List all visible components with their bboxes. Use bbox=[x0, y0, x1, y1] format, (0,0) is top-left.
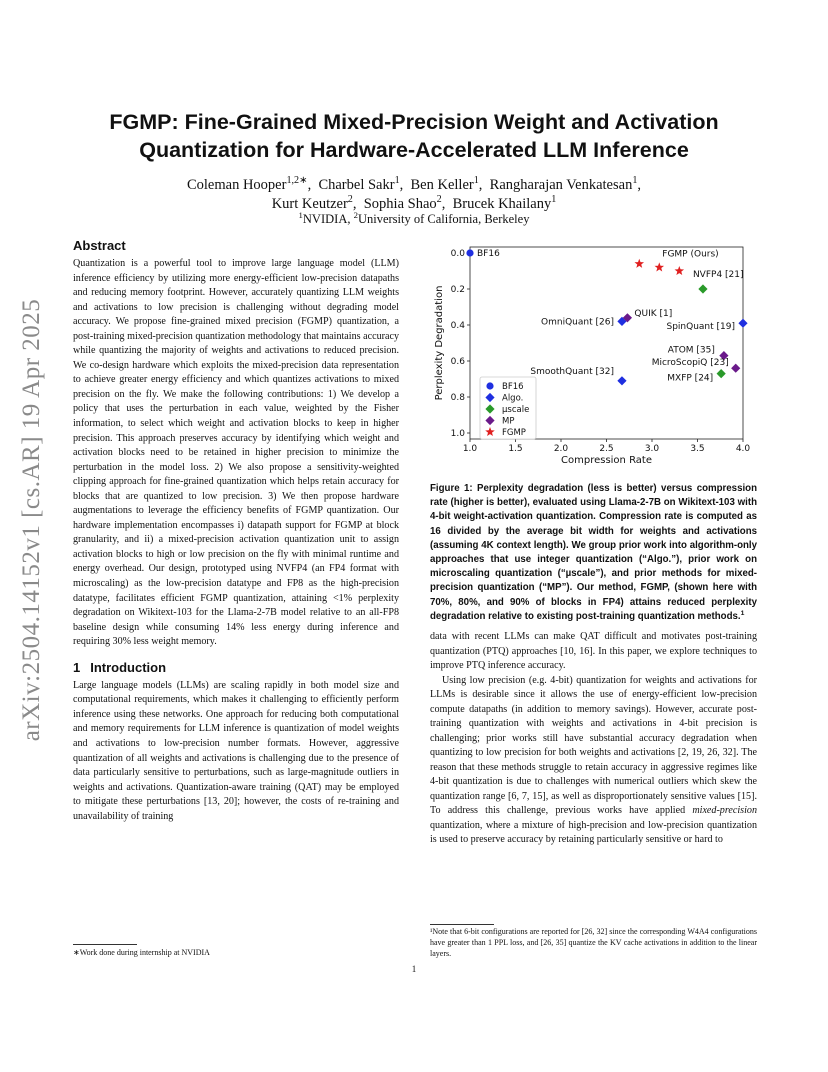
footnote-divider bbox=[73, 944, 137, 945]
affiliations bbox=[74, 209, 754, 227]
author-name: Ben Keller bbox=[410, 177, 474, 193]
author-line-2: Kurt Keutzer$^2$, Sophia Shao$^2$, Brucek Khailany$^1$ bbox=[271, 194, 557, 212]
author-name: Kurt Keutzer bbox=[271, 196, 348, 212]
author-name: Brucek Khailany bbox=[452, 196, 552, 212]
author-affiliation-mark: 1 bbox=[394, 175, 400, 187]
data-label: MicroScopiQ [23] bbox=[651, 358, 729, 369]
data-point-fgmp bbox=[675, 266, 685, 275]
paragraph-text: Using low precision (e.g. 4-bit) quantization for weights and activations for LLMs is desirable since it allows the use of energy-efficient low-precision compute datapaths (in addition to memory savings). However, accurate post-training quantization with weights and activations in 4-bit precision is challenging; prior works still have substantial accuracy degradation when quantizing to low precision for both weights and activations [2, 19, 26, 32]. The reason that these methods struggle to retain accuracy in aggressive regimes like 4-bit quantization is due to challenges with numerical outliers which skew the quantization range [6, 7, 15], as well as disproportionately sensitive values [15]. To address this challenge, previous works have applied bbox=[430, 674, 757, 817]
y-axis-label: Perplexity Degradation bbox=[434, 285, 445, 401]
data-point--scale bbox=[698, 284, 707, 293]
author-name: Sophia Shao bbox=[363, 196, 437, 212]
legend-entry: Algo. bbox=[502, 393, 524, 404]
page-number: 1 bbox=[411, 964, 417, 974]
y-tick-label: 0.4 bbox=[450, 321, 465, 331]
paragraph bbox=[430, 674, 757, 848]
legend-entry: µscale bbox=[502, 405, 530, 415]
x-tick-label: 1.5 bbox=[508, 444, 523, 454]
figure-1-chart bbox=[430, 243, 758, 473]
paper-title bbox=[74, 108, 754, 164]
data-point-fgmp bbox=[655, 262, 665, 271]
data-label: BF16 bbox=[477, 249, 500, 259]
introduction-text: Large language models (LLMs) are scaling rapidly in both model size and computational requirements, which makes it challenging to efficiently perform inference using these networks. One approach for reducing both computational and memory requirements for LLM inference is quantization of model weights and activations to low-precision number formats. However, aggressive quantization of all weights and activations is challenging due to the presence of data particularly sensitive to perturbations, such as large-magnitude outliers in weights and activations. Quantization-aware training (QAT) may be employed to mitigate these perturbations [13, 20]; however, the costs of re-training and unavailability of training bbox=[73, 679, 399, 822]
paper-title-line-2: Quantization for Hardware-Accelerated LLM Inference bbox=[139, 138, 689, 162]
data-point-algo- bbox=[617, 376, 626, 385]
author-affiliation-mark: 2 bbox=[436, 194, 442, 206]
legend-marker bbox=[486, 382, 493, 389]
affiliation-nvidia: NVIDIA, bbox=[302, 212, 354, 226]
x-tick-label: 1.0 bbox=[462, 444, 478, 454]
author-line-1: Coleman Hooper$^{1,2∗}$, Charbel Sakr$^1$, Ben Keller$^1$, Rangharajan Venkatesan$^1$, bbox=[186, 175, 642, 193]
author-affiliation-mark: 1 bbox=[632, 175, 638, 187]
legend-entry: FGMP bbox=[502, 428, 526, 438]
abstract-heading: Abstract bbox=[73, 238, 126, 253]
x-tick-label: 2.0 bbox=[553, 444, 569, 454]
author-name: Coleman Hooper bbox=[186, 177, 287, 193]
figure-caption-text: Figure 1: Perplexity degradation (less is better) versus compression rate (higher is better), evaluated using Llama-2-7B on Wikitext-103 with 4-bit weight-activation quantization. Compression rate is computed as 16 divided by the average bit width for weights and activations (assuming 4K context length). We group prior work into algorithm-only approaches that use integer quantization (“Algo.”), prior work on microscaling quantization (“µscale”), and prior methods for mixed-precision quantization (“MP”). Our method, FGMP, (shown here with 70%, 80%, and 90% of blocks in FP4) attains reduced perplexity degradation relative to existing post-training quantization methods. bbox=[430, 483, 757, 622]
right-column bbox=[430, 482, 757, 848]
author-affiliation-mark: 2 bbox=[347, 194, 353, 206]
abstract-section bbox=[73, 238, 399, 650]
author-affiliation-mark: 1 bbox=[551, 194, 557, 206]
data-label: ATOM [35] bbox=[667, 345, 715, 356]
author-list bbox=[74, 176, 754, 214]
scatter-chart bbox=[430, 243, 758, 473]
data-point--scale bbox=[717, 369, 726, 378]
introduction-heading bbox=[73, 660, 399, 675]
footnote-mark: 1 bbox=[740, 609, 745, 617]
figure-1-caption bbox=[430, 482, 757, 624]
y-tick-label: 0.2 bbox=[450, 285, 465, 295]
legend-entry: BF16 bbox=[502, 382, 524, 392]
left-column bbox=[73, 238, 399, 824]
data-label: MXFP [24] bbox=[667, 373, 714, 384]
arxiv-identifier bbox=[12, 300, 52, 740]
x-axis-label: Compression Rate bbox=[561, 455, 652, 466]
y-tick-label: 0.8 bbox=[450, 393, 465, 403]
data-point-algo- bbox=[738, 319, 747, 328]
author-name: Rangharajan Venkatesan bbox=[489, 177, 633, 193]
author-affiliation-mark: 1,2∗ bbox=[286, 175, 308, 187]
y-tick-label: 0.0 bbox=[450, 249, 465, 259]
data-label: OmniQuant [26] bbox=[541, 317, 614, 328]
affiliation-berkeley: University of California, Berkeley bbox=[357, 212, 530, 226]
author-affiliation-mark: 1 bbox=[473, 175, 479, 187]
paragraph-text: quantization, where a mixture of high-precision and low-precision quantization is used to preserve accuracy by retaining particularly sensitive or hard to bbox=[430, 819, 757, 846]
affiliation-mark: 2 bbox=[353, 209, 358, 220]
affiliation-mark: 1 bbox=[298, 209, 303, 220]
x-tick-label: 3.5 bbox=[690, 444, 705, 454]
y-tick-label: 0.6 bbox=[450, 357, 465, 367]
x-tick-label: 4.0 bbox=[735, 444, 751, 454]
data-label: FGMP (Ours) bbox=[662, 249, 719, 260]
emphasis: mixed-precision bbox=[692, 805, 757, 817]
author-name: Charbel Sakr bbox=[318, 177, 395, 193]
data-label: SmoothQuant [32] bbox=[530, 366, 614, 377]
legend-entry: MP bbox=[502, 416, 515, 427]
x-tick-label: 2.5 bbox=[599, 444, 614, 454]
data-point-bf16 bbox=[466, 249, 473, 256]
data-point-mp bbox=[731, 364, 740, 373]
x-tick-label: 3.0 bbox=[644, 444, 660, 454]
paragraph: data with recent LLMs can make QAT difficult and motivates post-training quantization (PTQ) approaches [10, 16]. In this paper, we explore techniques to improve PTQ inference accuracy. bbox=[430, 631, 757, 672]
body-text-right bbox=[430, 630, 757, 848]
section-number: 1 bbox=[73, 659, 81, 675]
abstract-text: Quantization is a powerful tool to improve large language model (LLM) inference efficiency by utilizing more energy-efficient low-precision datapaths and reducing memory footprint. However, accurately quantizing LLM weights and activations to low precision is challenging without degrading model accuracy. We propose fine-grained mixed precision (FGMP) quantization, a post-training mixed-precision quantization methodology that maintains accuracy while quantizing the majority of weights and activations to reduced precision. We co-design hardware which exploits the mixed-precision data representation to achieve greater energy efficiency and which quantizes activations to mixed precision on the fly. We make the following contributions: 1) We develop a policy that uses the perturbation in each value, weighted by the Fisher information, to select which weight and activation blocks to keep in higher precision. This approach preserves accuracy by identifying which weight and activation blocks need to be retained in higher precision to minimize the perturbation in the model loss. 2) We also propose a sensitivity-weighted clipping approach for fine-grained quantization which helps retain accuracy for blocks that are quantized to low precision. 3) We then propose hardware augmentations to leverage the efficiency benefits of FGMP quantization. Our hardware implementation encompasses i) datapath support for FGMP at block granularity, and ii) a mixed-precision activation quantization unit to assign activation blocks to high or low precision on the fly with minimal runtime and energy overhead. Our design, prototyped using NVFP4 (an FP4 format with microscaling) as the low-precision datatype and FP8 as the high-precision datatype, facilitates efficient FGMP quantization, attaining <1% perplexity degradation on Wikitext-103 for the Llama-2-7B model relative to an all-FP8 baseline design while consuming 14% less energy during inference and requiring 30% less weight memory. bbox=[73, 258, 399, 648]
footnote-6bit: ¹Note that 6-bit configurations are reported for [26, 32] since the corresponding W4A4 configurations have greater than 1 PPL loss, and [26, 35] quantize the KV cache activations in addition to the linear layers. bbox=[430, 927, 757, 958]
section-title: Introduction bbox=[90, 659, 167, 675]
arxiv-identifier-text: arXiv:2504.14152v1 [cs.AR] 19 Apr 2025 bbox=[18, 298, 45, 742]
introduction-section bbox=[73, 660, 399, 824]
data-label: QUIK [1] bbox=[634, 308, 673, 319]
data-point-fgmp bbox=[635, 259, 645, 268]
y-tick-label: 1.0 bbox=[450, 429, 465, 439]
data-label: NVFP4 [21] bbox=[692, 270, 744, 280]
paper-title-line-1: FGMP: Fine-Grained Mixed-Precision Weight and Activation bbox=[109, 110, 719, 134]
footnote-divider bbox=[430, 924, 494, 925]
data-label: SpinQuant [19] bbox=[666, 322, 735, 333]
footnote-internship: ∗Work done during internship at NVIDIA bbox=[73, 948, 210, 957]
